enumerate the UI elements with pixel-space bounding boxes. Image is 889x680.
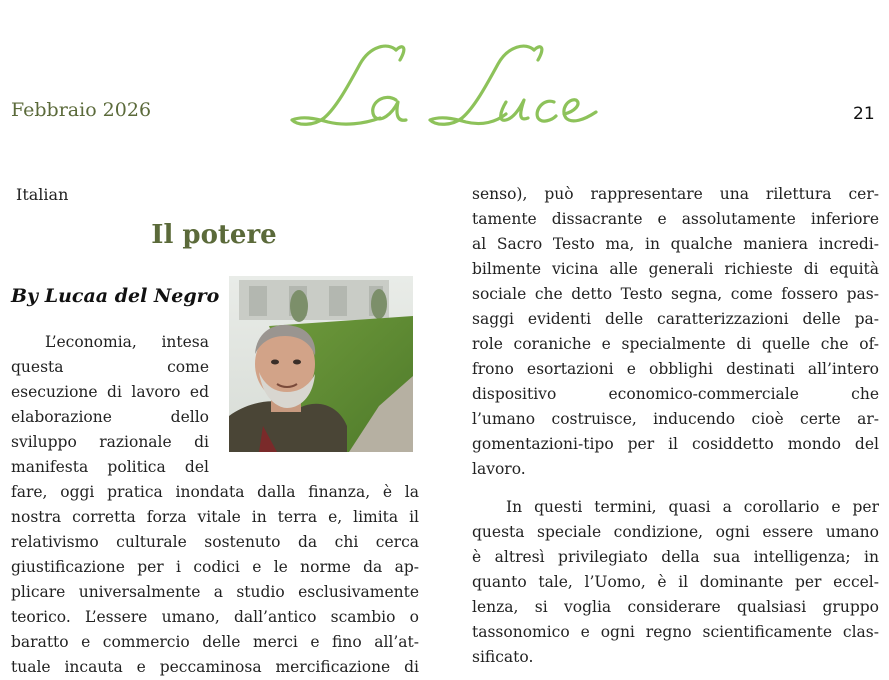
text-line: giustificazione per i codici e le norme da ap- [11,558,419,576]
text-line: tassonomico e ogni regno scientificamente clas- [472,623,879,641]
text-line: sviluppo razionale di [11,433,209,451]
text-line: questa come [11,358,209,376]
text-line: saggi evidenti delle caratterizzazioni delle pa- [472,310,879,328]
article-title: Il potere [151,220,277,250]
author-photo [229,276,413,452]
text-line: In questi termini, quasi a corollario e per [506,498,879,516]
text-line: questa speciale condizione, ogni essere umano [472,523,879,541]
issue-date: Febbraio 2026 [11,99,152,121]
article-right-column [472,182,879,670]
text-line: gomentazioni-tipo per il cosiddetto mondo del [472,435,879,453]
text-line: teorico. L’essere umano, dall’antico scambio o [11,608,419,626]
text-line: dispositivo economico-commerciale che [472,385,879,403]
text-line: esecuzione di lavoro ed [11,383,209,401]
text-line: tamente dissacrante e assolutamente inferiore [472,210,879,228]
text-line: baratto e commercio delle merci e fino all’at- [11,633,419,651]
text-line: manifesta politica del [11,458,209,476]
text-line: sociale che detto Testo segna, come fossero pas- [472,285,879,303]
text-line: L’economia, intesa [45,333,209,351]
text-line: frono esortazioni e obblighi destinati all’intero [472,360,879,378]
section-label: Italian [16,185,69,204]
page-number: 21 [853,104,875,124]
text-line: bilmente vicina alle generali richieste di equità [472,260,879,278]
text-line: lavoro. [472,460,526,478]
text-line: quanto tale, l’Uomo, è il dominante per eccel- [472,573,879,591]
text-line: plicare universalmente a studio esclusivamente [11,583,419,601]
text-line: role coraniche e specialmente di quelle che of- [472,335,879,353]
text-line: senso), può rappresentare una rilettura cer- [472,185,879,203]
article-left-column [11,480,419,680]
text-line: al Sacro Testo ma, in qualche maniera incredi- [472,235,879,253]
text-line: relativismo culturale sostenuto da chi cerca [11,533,419,551]
text-line: sificato. [472,648,534,666]
text-line: fare, oggi pratica inondata dalla finanza, è la [11,483,419,501]
author-byline: By Lucaa del Negro [11,285,220,307]
article-narrow-column [11,330,209,480]
text-line: elaborazione dello [11,408,209,426]
text-line: l’umano costruisce, inducendo cioè certe ar- [472,410,879,428]
text-line: tuale incauta e peccaminosa mercificazione di [11,658,419,676]
text-line: è altresì privilegiato della sua intelligenza; in [472,548,879,566]
text-line: nostra corretta forza vitale in terra e, limita il [11,508,419,526]
text-line: lenza, si voglia considerare qualsiasi gruppo [472,598,879,616]
masthead-logo [284,30,614,140]
